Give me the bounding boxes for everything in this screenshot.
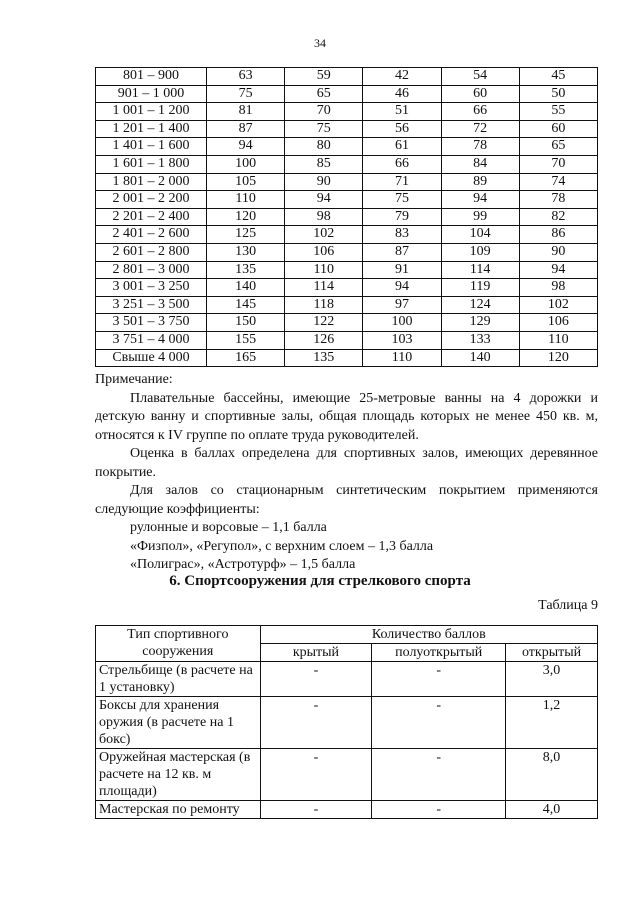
score-cell: 103	[363, 331, 441, 349]
score-cell: 85	[285, 155, 363, 173]
score-cell: 65	[285, 85, 363, 103]
score-cell: 89	[441, 173, 519, 191]
score-cell: 75	[285, 120, 363, 138]
score-cell: 110	[207, 191, 285, 209]
semi-open-value-cell: -	[372, 697, 506, 749]
table-row	[96, 173, 598, 191]
score-cell: 78	[519, 191, 597, 209]
score-cell: 118	[285, 296, 363, 314]
score-cell: 109	[441, 243, 519, 261]
area-range-cell: 1 001 – 1 200	[96, 103, 207, 121]
table-row	[96, 138, 598, 156]
semi-open-value-cell: -	[372, 749, 506, 801]
score-cell: 129	[441, 314, 519, 332]
score-cell: 94	[519, 261, 597, 279]
score-cell: 106	[285, 243, 363, 261]
score-cell: 110	[285, 261, 363, 279]
score-cell: 51	[363, 103, 441, 121]
page-number: 34	[314, 36, 326, 50]
score-cell: 110	[363, 349, 441, 367]
table-row	[96, 155, 598, 173]
score-cell: 98	[519, 279, 597, 297]
score-cell: 119	[441, 279, 519, 297]
score-cell: 46	[363, 85, 441, 103]
semi-open-value-cell: -	[372, 662, 506, 697]
score-cell: 106	[519, 314, 597, 332]
header-semi-open: полуоткрытый	[372, 644, 506, 662]
score-cell: 81	[207, 103, 285, 121]
score-cell: 75	[207, 85, 285, 103]
score-cell: 130	[207, 243, 285, 261]
table-row	[96, 208, 598, 226]
score-cell: 42	[363, 68, 441, 86]
score-cell: 79	[363, 208, 441, 226]
score-cell: 94	[363, 279, 441, 297]
facility-type-cell: Стрельбище (в расчете на 1 установку)	[96, 662, 261, 697]
open-value-cell: 8,0	[506, 749, 598, 801]
score-cell: 90	[285, 173, 363, 191]
coefficient-item: «Физпол», «Регупол», с верхним слоем – 1,3 балла	[130, 538, 434, 554]
score-cell: 83	[363, 226, 441, 244]
area-range-cell: 901 – 1 000	[96, 85, 207, 103]
score-cell: 155	[207, 331, 285, 349]
score-cell: 125	[207, 226, 285, 244]
area-range-cell: 1 201 – 1 400	[96, 120, 207, 138]
score-cell: 94	[285, 191, 363, 209]
facility-type-cell: Боксы для хранения оружия (в расчете на 1 бокс)	[96, 697, 261, 749]
score-cell: 54	[441, 68, 519, 86]
shooting-table	[95, 625, 598, 819]
score-cell: 66	[441, 103, 519, 121]
area-range-cell: 2 801 – 3 000	[96, 261, 207, 279]
note-heading: Примечание:	[95, 372, 173, 387]
score-cell: 55	[519, 103, 597, 121]
table-row	[96, 103, 598, 121]
open-value-cell: 1,2	[506, 697, 598, 749]
header-points: Количество баллов	[260, 626, 597, 644]
score-cell: 165	[207, 349, 285, 367]
score-cell: 98	[285, 208, 363, 226]
score-cell: 61	[363, 138, 441, 156]
table-row	[96, 120, 598, 138]
score-cell: 59	[285, 68, 363, 86]
score-cell: 102	[285, 226, 363, 244]
covered-value-cell: -	[260, 662, 372, 697]
coefficient-item: рулонные и ворсовые – 1,1 балла	[130, 520, 327, 535]
score-cell: 126	[285, 331, 363, 349]
score-cell: 45	[519, 68, 597, 86]
area-range-cell: Свыше 4 000	[96, 349, 207, 367]
score-cell: 94	[207, 138, 285, 156]
score-cell: 120	[207, 208, 285, 226]
header-type: Тип спортивного сооружения	[96, 626, 261, 662]
note-paragraph-1: Плавательные бассейны, имеющие 25-метровые ванны на 4 дорожки и детскую ванну и спортивные залы, общая площадь которых не менее 450 кв. м, относятся к IV группе по оплате труда руководителей.	[95, 390, 598, 443]
area-range-cell: 2 601 – 2 800	[96, 243, 207, 261]
area-range-cell: 1 601 – 1 800	[96, 155, 207, 173]
score-cell: 70	[285, 103, 363, 121]
score-cell: 100	[207, 155, 285, 173]
area-range-cell: 2 401 – 2 600	[96, 226, 207, 244]
area-range-cell: 3 501 – 3 750	[96, 314, 207, 332]
score-cell: 75	[363, 191, 441, 209]
score-cell: 87	[207, 120, 285, 138]
area-range-cell: 1 801 – 2 000	[96, 173, 207, 191]
area-range-cell: 3 751 – 4 000	[96, 331, 207, 349]
score-cell: 65	[519, 138, 597, 156]
table-row	[96, 331, 598, 349]
table-row	[96, 349, 598, 367]
score-cell: 63	[207, 68, 285, 86]
table-label: Таблица 9	[538, 598, 598, 613]
score-cell: 50	[519, 85, 597, 103]
score-cell: 150	[207, 314, 285, 332]
table-row	[96, 226, 598, 244]
score-cell: 56	[363, 120, 441, 138]
score-cell: 114	[285, 279, 363, 297]
table-row	[96, 749, 598, 801]
score-cell: 135	[285, 349, 363, 367]
open-value-cell: 3,0	[506, 662, 598, 697]
score-cell: 66	[363, 155, 441, 173]
facility-type-cell: Мастерская по ремонту	[96, 801, 261, 819]
score-cell: 145	[207, 296, 285, 314]
score-cell: 97	[363, 296, 441, 314]
table-row	[96, 697, 598, 749]
score-cell: 71	[363, 173, 441, 191]
score-cell: 105	[207, 173, 285, 191]
table-row	[96, 662, 598, 697]
score-cell: 87	[363, 243, 441, 261]
area-range-cell: 2 001 – 2 200	[96, 191, 207, 209]
area-range-cell: 2 201 – 2 400	[96, 208, 207, 226]
score-cell: 124	[441, 296, 519, 314]
score-cell: 72	[441, 120, 519, 138]
score-cell: 140	[441, 349, 519, 367]
covered-value-cell: -	[260, 801, 372, 819]
coefficient-item: «Полиграс», «Астротурф» – 1,5 балла	[130, 557, 356, 572]
covered-value-cell: -	[260, 749, 372, 801]
score-cell: 60	[519, 120, 597, 138]
note-paragraph-3: Для залов со стационарным синтетическим покрытием применяются следующие коэффициенты:	[95, 483, 598, 517]
score-cell: 74	[519, 173, 597, 191]
table-row	[96, 261, 598, 279]
table-row	[96, 243, 598, 261]
table-row	[96, 191, 598, 209]
area-range-cell: 1 401 – 1 600	[96, 138, 207, 156]
header-covered: крытый	[260, 644, 372, 662]
score-cell: 122	[285, 314, 363, 332]
score-cell: 99	[441, 208, 519, 226]
table-row	[96, 279, 598, 297]
table-row	[96, 296, 598, 314]
score-cell: 70	[519, 155, 597, 173]
facility-type-cell: Оружейная мастерская (в расчете на 12 кв. м площади)	[96, 749, 261, 801]
score-cell: 78	[441, 138, 519, 156]
header-open: открытый	[506, 644, 598, 662]
open-value-cell: 4,0	[506, 801, 598, 819]
note-paragraph-2: Оценка в баллах определена для спортивных залов, имеющих деревянное покрытие.	[95, 446, 598, 480]
score-cell: 140	[207, 279, 285, 297]
area-range-cell: 3 001 – 3 250	[96, 279, 207, 297]
section-title: 6. Спортсооружения для стрелкового спорта	[169, 573, 471, 589]
score-cell: 104	[441, 226, 519, 244]
table-row	[96, 801, 598, 819]
score-cell: 120	[519, 349, 597, 367]
note-block	[95, 371, 598, 575]
score-cell: 110	[519, 331, 597, 349]
score-cell: 100	[363, 314, 441, 332]
area-range-cell: 3 251 – 3 500	[96, 296, 207, 314]
covered-value-cell: -	[260, 697, 372, 749]
score-cell: 114	[441, 261, 519, 279]
score-cell: 80	[285, 138, 363, 156]
area-range-cell: 801 – 900	[96, 68, 207, 86]
semi-open-value-cell: -	[372, 801, 506, 819]
table-row	[96, 314, 598, 332]
score-cell: 91	[363, 261, 441, 279]
score-cell: 90	[519, 243, 597, 261]
score-cell: 94	[441, 191, 519, 209]
table-row	[96, 68, 598, 86]
score-cell: 82	[519, 208, 597, 226]
score-cell: 102	[519, 296, 597, 314]
score-cell: 84	[441, 155, 519, 173]
score-cell: 133	[441, 331, 519, 349]
score-cell: 86	[519, 226, 597, 244]
score-cell: 60	[441, 85, 519, 103]
score-cell: 135	[207, 261, 285, 279]
table-header-row	[96, 626, 598, 644]
score-table	[95, 67, 598, 367]
table-row	[96, 85, 598, 103]
